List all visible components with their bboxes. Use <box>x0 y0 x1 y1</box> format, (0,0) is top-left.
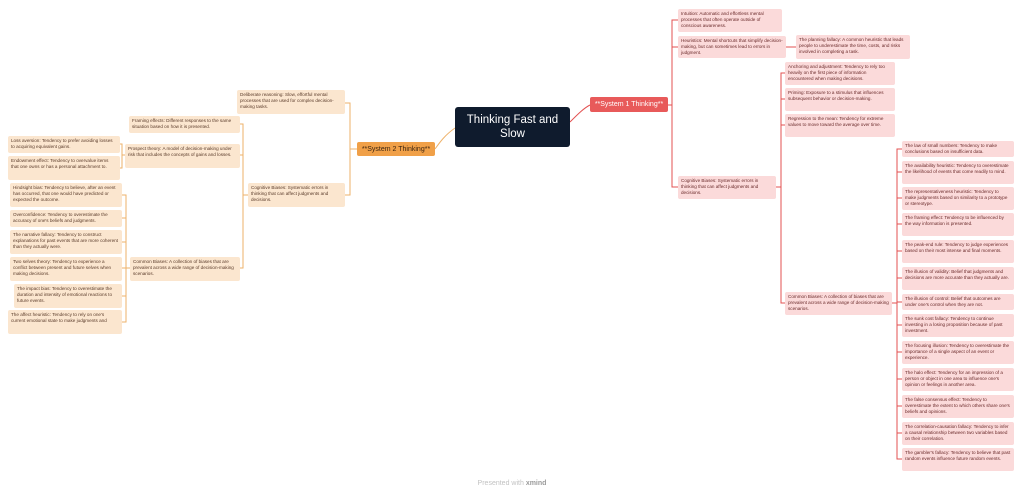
halo-effect-node[interactable]: The halo effect: Tendency for an impression of a person or object in one area to influence one's opinion or feelings in another area. <box>902 368 1014 391</box>
footer-prefix: Presented with <box>477 480 524 487</box>
central-topic[interactable]: Thinking Fast and Slow <box>455 107 570 147</box>
small-numbers-node[interactable]: The law of small numbers: Tendency to make conclusions based on insufficient data. <box>902 141 1014 157</box>
hindsight-bias-node[interactable]: Hindsight bias: Tendency to believe, after an event has occurred, that one would have predicted or expected the outcome. <box>10 183 122 207</box>
system2-common-biases-node[interactable]: Common Biases: A collection of biases that are prevalent across a wide range of decision-making scenarios. <box>130 257 240 281</box>
presented-with-footer <box>0 480 1024 487</box>
illusion-of-validity-node[interactable]: The illusion of validity: Belief that judgments and decisions are more accurate than they actually are. <box>902 267 1014 290</box>
intuition-node[interactable]: Intuition: Automatic and effortless mental processes that often operate outside of conscious awareness. <box>678 9 782 32</box>
system1-common-biases-node[interactable]: Common Biases: A collection of biases that are prevalent across a wide range of decision-making scenarios. <box>785 292 892 315</box>
deliberate-reasoning-node[interactable]: Deliberate reasoning: Slow, effortful mental processes that are used for complex decision-making tasks. <box>237 90 345 114</box>
heuristics-node[interactable]: Heuristics: Mental shortcuts that simplify decision-making, but can sometimes lead to errors in judgment. <box>678 36 786 58</box>
edge-system2-children <box>345 103 357 195</box>
framing-effect-node[interactable]: The framing effect: Tendency to be influenced by the way information is presented. <box>902 213 1014 236</box>
system1-branch[interactable]: **System 1 Thinking** <box>590 97 668 112</box>
anchoring-node[interactable]: Anchoring and adjustment: Tendency to rely too heavily on the first piece of information encountered when making decisions. <box>785 62 895 85</box>
false-consensus-node[interactable]: The false consensus effect: Tendency to overestimate the extent to which others share one's beliefs and opinions. <box>902 395 1014 418</box>
priming-node[interactable]: Priming: Exposure to a stimulus that influences subsequent behavior or decision-making. <box>785 88 895 111</box>
illusion-of-control-node[interactable]: The illusion of control: Belief that outcomes are under one's control when they are not. <box>902 294 1014 310</box>
edge-central-system1 <box>570 105 590 122</box>
endowment-effect-node[interactable]: Endowment effect: Tendency to overvalue items that one owns or has a personal attachment to. <box>8 156 120 180</box>
impact-bias-node[interactable]: The impact bias: Tendency to overestimate the duration and intensity of emotional reactions to future events. <box>14 284 122 308</box>
edge-cognitive-children <box>240 124 248 268</box>
availability-heuristic-node[interactable]: The availability heuristic: Tendency to overestimate the likelihood of events that come readily to mind. <box>902 161 1014 184</box>
system2-cognitive-biases-node[interactable]: Cognitive Biases: Systematic errors in thinking that can affect judgments and decisions. <box>248 183 345 207</box>
loss-aversion-node[interactable]: Loss aversion: Tendency to prefer avoiding losses to acquiring equivalent gains. <box>8 136 120 153</box>
edge-system1-common-children <box>892 149 902 459</box>
edge-common-biases-children <box>122 195 130 322</box>
correlation-causation-node[interactable]: The correlation-causation fallacy: Tendency to infer a causal relationship between two variables based on their correlation. <box>902 422 1014 445</box>
system1-cognitive-biases-node[interactable]: Cognitive Biases: Systematic errors in thinking that can affect judgments and decisions. <box>678 176 776 199</box>
peak-end-rule-node[interactable]: The peak-end rule: Tendency to judge experiences based on their most intense and final moments. <box>902 240 1014 263</box>
edge-central-system2 <box>435 128 455 149</box>
gamblers-fallacy-node[interactable]: The gambler's fallacy: Tendency to believe that past random events influence future random events. <box>902 448 1014 471</box>
planning-fallacy-node[interactable]: The planning fallacy: A common heuristic that leads people to underestimate the time, costs, and risks involved in completing a task. <box>796 35 910 59</box>
affect-heuristic-node[interactable]: The affect heuristic: Tendency to rely on one's current emotional state to make judgments and <box>8 310 122 334</box>
two-selves-node[interactable]: Two selves theory: Tendency to experience a conflict between present and future selves when making decisions. <box>10 257 122 281</box>
xmind-brand: xmind <box>525 480 547 487</box>
regression-node[interactable]: Regression to the mean: Tendency for extreme values to move toward the average over time. <box>785 114 895 137</box>
sunk-cost-node[interactable]: The sunk cost fallacy: Tendency to continue investing in a losing proposition because of past investment. <box>902 314 1014 337</box>
representativeness-node[interactable]: The representativeness heuristic: Tendency to make judgments based on similarity to a prototype or stereotype. <box>902 187 1014 210</box>
framing-effects-node[interactable]: Framing effects: Different responses to the same situation based on how it is presented. <box>129 116 240 133</box>
overconfidence-node[interactable]: Overconfidence: Tendency to overestimate the accuracy of one's beliefs and judgments. <box>10 210 122 227</box>
system2-branch[interactable]: **System 2 Thinking** <box>357 142 435 156</box>
edge-system1-cognitive-children <box>776 73 785 303</box>
edge-system1-children <box>668 20 678 187</box>
narrative-fallacy-node[interactable]: The narrative fallacy: Tendency to construct explanations for past events that are more coherent than they actually were. <box>10 230 122 254</box>
focusing-illusion-node[interactable]: The focusing illusion: Tendency to overestimate the importance of a single aspect of an event or experience. <box>902 341 1014 364</box>
prospect-theory-node[interactable]: Prospect theory: A model of decision-making under risk that includes the concepts of gains and losses. <box>125 144 240 168</box>
